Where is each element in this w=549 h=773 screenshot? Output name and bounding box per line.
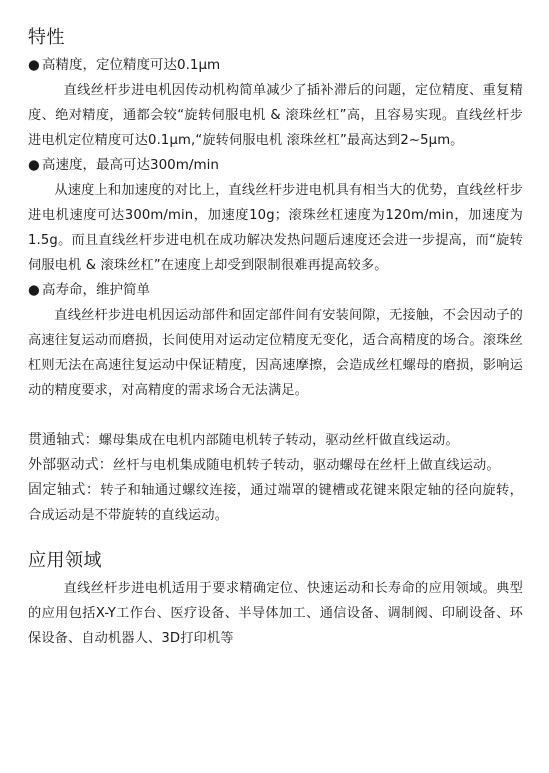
definition-external-drive [28, 453, 523, 478]
bullet-label: 高寿命，维护简单 [42, 282, 150, 298]
paragraph-high-speed: 从速度上和加速度的对比上，直线丝杆步进电机具有相当大的优势，直线丝杆步进电机速度可达300m/min，加速度10g；滚珠丝杠速度为120m/min，加速度为1.5g。而且直线丝杆步进电机在成功解决发热问题后速度还会进一步提高，而“旋转伺服电机 & 滚珠丝杠”在速度上却受到限制很难再提高较多。 [28, 183, 523, 273]
bullet-high-speed [28, 153, 523, 178]
bullet-dot-icon: ● [28, 57, 40, 73]
bullet-label: 高精度，定位精度可达0.1μm [42, 57, 221, 73]
definition-term: 外部驱动式： [28, 457, 113, 473]
bullet-label: 高速度，最高可达300m/min [42, 157, 219, 173]
spacer [28, 403, 523, 428]
paragraph-long-life: 直线丝杆步进电机因运动部件和固定部件间有安装间隙，无接触，不会因动子的高速往复运动而磨损，长间使用对运动定位精度无变化，适合高精度的场合。滚珠丝杠则无法在高速往复运动中保证精度，因高速摩擦，会造成丝杠螺母的磨损，影响运动的精度要求，对高精度的需求场合无法满足。 [28, 308, 523, 398]
definition-fixed-shaft [28, 478, 523, 528]
definition-text: 丝杆与电机集成随电机转子转动，驱动螺母在丝杆上做直线运动。 [112, 458, 500, 473]
paragraph-applications: 直线丝杆步进电机适用于要求精确定位、快速运动和长寿命的应用领域。典型的应用包括X-Y工作台、医疗设备、半导体加工、通信设备、调制阀、印刷设备、环保设备、自动机器人、3D打印机等 [28, 581, 523, 646]
definition-term: 贯通轴式： [28, 432, 99, 448]
definition-text: 螺母集成在电机内部随电机转子转动，驱动丝杆做直线运动。 [98, 433, 459, 448]
definition-term: 固定轴式： [28, 482, 101, 498]
paragraph-high-precision: 直线丝杆步进电机因传动机构简单减少了插补滞后的问题，定位精度、重复精度、绝对精度，通都会较“旋转伺服电机 & 滚珠丝杠”高，且容易实现。直线丝杆步进电机定位精度可达0.1μm,“旋转伺服电机 滚珠丝杠”最高达到2~5μm。 [28, 83, 523, 148]
bullet-high-precision [28, 53, 523, 78]
section-title-features: 特性 [28, 27, 65, 48]
bullet-dot-icon: ● [28, 157, 40, 173]
bullet-dot-icon: ● [28, 282, 40, 298]
definition-through-shaft [28, 428, 523, 453]
bullet-long-life [28, 278, 523, 303]
definition-text: 转子和轴通过螺纹连接，通过端罩的键槽或花键来限定轴的径向旋转，合成运动是不带旋转的直线运动。 [28, 483, 523, 523]
section-title-applications: 应用领域 [28, 550, 102, 571]
